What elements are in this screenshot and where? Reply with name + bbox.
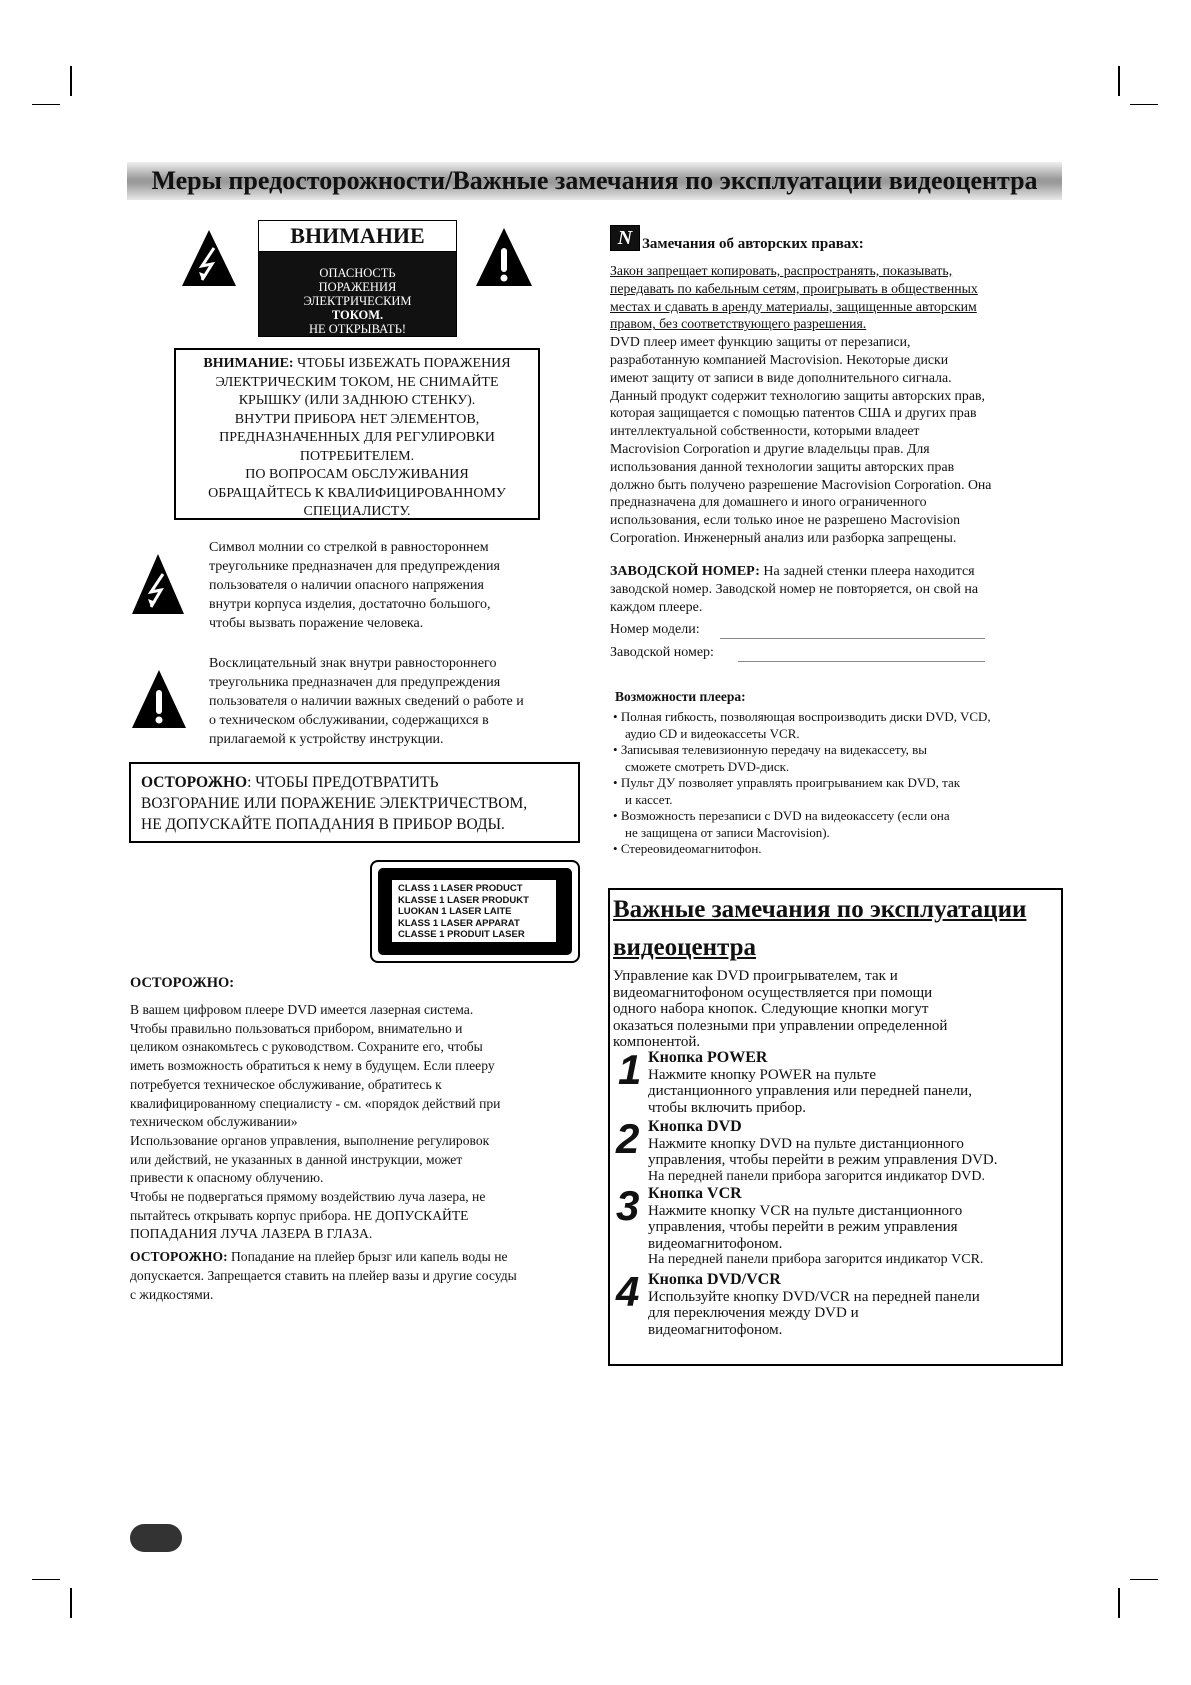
page-number-badge	[130, 1524, 182, 1552]
exclamation-description	[209, 654, 589, 749]
page-title: Меры предосторожности/Важные замечания по эксплуатации видеоцентра	[127, 162, 1062, 200]
title-line: Важные замечания по эксплуатации	[613, 896, 1027, 923]
text-line: На задней стенки плеера находится	[759, 564, 975, 579]
model-number-field[interactable]	[610, 622, 700, 638]
laser-line: KLASS 1 LASER APPARAT	[398, 917, 520, 929]
copyright-text	[610, 262, 1080, 547]
text-line: сможете смотреть DVD-диск.	[625, 758, 790, 774]
laser-line: CLASSE 1 PRODUIT LASER	[398, 929, 525, 940]
text-line: и кассет.	[625, 791, 673, 807]
text-line: правом, без соответствующего разрешения.	[610, 316, 867, 332]
text-line: пользователя о наличии опасного напряжения	[209, 578, 484, 593]
text-line: каждом плеере.	[610, 600, 703, 615]
text-line: Стереовидеомагнитофон.	[620, 841, 762, 856]
text-line: потребуется техническое обслуживание, обратитесь к	[130, 1076, 442, 1092]
text-line: В вашем цифровом плеере DVD имеется лазерная система.	[130, 1002, 474, 1017]
text-line: ПОПАДАНИЯ ЛУЧА ЛАЗЕРА В ГЛАЗА.	[130, 1226, 373, 1242]
caution-line: ЭЛЕКТРИЧЕСКИМ ТОКОМ, НЕ СНИМАЙТЕ	[215, 374, 499, 390]
lightning-symbol-icon	[130, 552, 186, 616]
text-line: целиком ознакомьтесь с руководством. Сохраните его, чтобы	[130, 1039, 483, 1055]
title-line: видеоцентра	[613, 934, 757, 961]
step-vcr	[648, 1186, 1058, 1269]
list-item: • Возможность перезаписи с DVD на видеокассету (если она не защищена от записи Macrovision).	[613, 808, 1083, 841]
copyright-note-icon: N	[610, 225, 640, 251]
text-line: Записывая телевизионную передачу на видекассету, вы	[620, 742, 927, 757]
step-power	[648, 1050, 1058, 1116]
text-line: Полная гибкость, позволяющая воспроизводить диски DVD, VCD,	[620, 709, 991, 724]
text-line: НЕ ДОПУСКАЙТЕ ПОПАДАНИЯ В ПРИБОР ВОДЫ.	[141, 816, 505, 833]
lightning-description	[209, 538, 589, 633]
model-number-label: Номер модели:	[610, 622, 700, 637]
step-title: Кнопка VCR	[648, 1185, 742, 1202]
step-dvd	[648, 1119, 1066, 1185]
crop-mark	[70, 1588, 72, 1618]
text-line: имеют защиту от записи в виде дополнительного сигнала.	[610, 369, 952, 385]
features-heading: Возможности плеера:	[615, 689, 746, 704]
laser-caution-heading: ОСТОРОЖНО:	[130, 975, 235, 991]
caution-line: КРЫШКУ (ИЛИ ЗАДНЮЮ СТЕНКУ).	[238, 393, 476, 408]
warning-line: ТОКОМ.	[331, 308, 384, 322]
text-line: передавать по кабельным сетям, проигрывать в общественных	[610, 280, 978, 296]
crop-mark	[32, 104, 60, 105]
text-line: Управление как DVD проигрывателем, так и	[613, 968, 898, 984]
text-line: Пульт ДУ позволяет управлять проигрыванием как DVD, так	[620, 775, 961, 790]
warning-line: ЭЛЕКТРИЧЕСКИМ	[303, 294, 412, 308]
text-line: прилагаемой к устройству инструкции.	[209, 732, 444, 747]
text-line: Corporation. Инженерный анализ или разборка запрещены.	[610, 529, 957, 545]
list-item: • Записывая телевизионную передачу на видекассету, вы сможете смотреть DVD-диск.	[613, 742, 1083, 775]
text-line: для переключения между DVD и	[648, 1305, 859, 1321]
caution-line: ПРЕДНАЗНАЧЕННЫХ ДЛЯ РЕГУЛИРОВКИ	[219, 430, 495, 445]
text-line: внутри корпуса изделия, достаточно большого,	[209, 597, 491, 612]
text-line: предназначена для домашнего и иного ограниченного	[610, 494, 927, 510]
text-line: видеомагнитофоном осуществляется при помощи	[613, 984, 933, 1001]
text-line: с жидкостями.	[130, 1286, 214, 1302]
step-number: 2	[616, 1115, 640, 1162]
important-notes-box	[608, 888, 1063, 1366]
water-caution-label: ОСТОРОЖНО:	[130, 1249, 228, 1265]
text-line: местах и сдавать в аренду материалы, защищенные авторским	[610, 298, 977, 314]
text-line: не защищена от записи Macrovision).	[625, 824, 830, 840]
warning-label-body	[259, 252, 456, 336]
list-item: • Стереовидеомагнитофон.	[613, 841, 762, 856]
laser-line: LUOKAN 1 LASER LAITE	[398, 906, 512, 917]
caution-box	[174, 348, 540, 520]
text-line: использования, если только иное не разрешено Macrovision	[610, 512, 960, 528]
laser-class-label	[392, 880, 556, 942]
caution-label: ВНИМАНИЕ:	[203, 356, 294, 371]
text-line: На передней панели прибора загорится индикатор DVD.	[648, 1168, 985, 1184]
caution-line: ВНУТРИ ПРИБОРА НЕТ ЭЛЕМЕНТОВ,	[234, 411, 480, 427]
crop-mark	[32, 1579, 60, 1580]
lightning-warning-icon	[180, 228, 238, 288]
crop-mark	[1118, 66, 1120, 96]
text-line: DVD плеер имеет функцию защиты от перезаписи,	[610, 334, 911, 350]
text-line: разработанную компанией Macrovision. Некоторые диски	[610, 351, 949, 367]
text-line: видеомагнитофоном.	[648, 1321, 783, 1338]
text-line: чтобы вызвать поражение человека.	[209, 616, 424, 631]
text-line: должно быть получено разрешение Macrovision Corporation. Она	[610, 476, 992, 492]
text-line: о техническом обслуживании, содержащихся в	[209, 713, 489, 728]
warning-line: ПОРАЖЕНИЯ	[318, 280, 397, 294]
crop-mark	[1130, 1579, 1158, 1580]
caution-line: ПО ВОПРОСАМ ОБСЛУЖИВАНИЯ	[245, 467, 469, 482]
text-line: пытайтесь открывать корпус прибора. НЕ ДОПУСКАЙТЕ	[130, 1207, 469, 1223]
important-intro	[613, 968, 1058, 1051]
warning-label-title: ВНИМАНИЕ	[259, 221, 456, 252]
caution-line: ОБРАЩАЙТЕСЬ К КВАЛИФИЦИРОВАННОМУ	[208, 485, 506, 501]
warning-label	[258, 220, 457, 337]
text-line: техническом обслуживании»	[130, 1114, 298, 1130]
model-number-line	[720, 638, 985, 639]
step-number: 1	[618, 1046, 642, 1093]
laser-caution-text	[130, 1001, 600, 1304]
text-line: или действий, не указанных в данной инструкции, может	[130, 1151, 463, 1167]
text-line: На передней панели прибора загорится индикатор VCR.	[648, 1252, 984, 1267]
text-line: интеллектуальной собственности, которыми владеет	[610, 423, 920, 439]
copyright-heading: Замечания об авторских правах:	[642, 236, 864, 252]
text-line: чтобы включить прибор.	[648, 1099, 807, 1116]
warning-line: НЕ ОТКРЫВАТЬ!	[308, 322, 407, 336]
text-line: Попадание на плейер брызг или капель воды не	[227, 1249, 508, 1265]
text-line: Восклицательный знак внутри равностороннего	[209, 656, 497, 671]
text-line: Macrovision Corporation и другие владельцы прав. Для	[610, 440, 930, 456]
text-line: использования данной технологии защиты авторских прав	[610, 458, 955, 474]
warning-line: ОПАСНОСТЬ	[319, 266, 396, 280]
text-line: компонентой.	[613, 1034, 701, 1050]
serial-number-label: Заводской номер:	[610, 645, 714, 660]
text-line: Использование органов управления, выполнение регулировок	[130, 1132, 490, 1148]
text-line: Символ молнии со стрелкой в равностороннем	[209, 540, 489, 555]
text-line: оказаться полезными при управлении определенной	[613, 1017, 948, 1034]
text-line: Чтобы не подвергаться прямому воздействию луча лазера, не	[130, 1189, 486, 1205]
serial-number-line	[738, 661, 985, 662]
exclamation-symbol-icon	[130, 668, 188, 730]
caution-line: СПЕЦИАЛИСТУ.	[303, 504, 411, 519]
text-line: Используйте кнопку DVD/VCR на передней панели	[648, 1288, 980, 1305]
text-line: дистанционного управления или передней панели,	[648, 1083, 972, 1099]
step-number: 4	[616, 1268, 640, 1315]
list-item: • Полная гибкость, позволяющая воспроизводить диски DVD, VCD, аудио CD и видеокассеты VCR.	[613, 709, 1083, 742]
text-line: аудио CD и видеокассеты VCR.	[625, 725, 800, 741]
serial-number-section	[610, 563, 1080, 617]
important-notes-title	[613, 891, 1026, 967]
text-line: заводской номер. Заводской номер не повторяется, он свой на	[610, 582, 979, 597]
text-line: треугольника предназначен для предупреждения	[209, 675, 501, 690]
text-line: которая защищается с помощью патентов США и других прав	[610, 405, 977, 421]
text-line: управления, чтобы перейти в режим управления	[648, 1219, 958, 1235]
text-line: Нажмите кнопку POWER на пульте	[648, 1066, 877, 1083]
text-line: треугольнике предназначен для предупреждения	[209, 559, 500, 574]
text-line: пользователя о наличии важных сведений о работе и	[209, 694, 524, 709]
text-line: одного набора кнопок. Следующие кнопки могут	[613, 1001, 929, 1017]
features-list	[613, 709, 1083, 858]
laser-line: CLASS 1 LASER PRODUCT	[398, 883, 523, 894]
step-title: Кнопка DVD	[648, 1118, 742, 1135]
text-line: ВОЗГОРАНИЕ ИЛИ ПОРАЖЕНИЕ ЭЛЕКТРИЧЕСТВОМ,	[141, 795, 528, 812]
text-line: допускается. Запрещается ставить на плейер вазы и другие сосуды	[130, 1267, 517, 1283]
text-line: управления, чтобы перейти в режим управления DVD.	[648, 1152, 998, 1168]
text-line: Нажмите кнопку VCR на пульте дистанционного	[648, 1202, 963, 1219]
caution-line: ПОТРЕБИТЕЛЕМ.	[299, 448, 415, 464]
list-item: • Пульт ДУ позволяет управлять проигрыванием как DVD, так и кассет.	[613, 775, 1083, 808]
fire-caution-label: ОСТОРОЖНО	[141, 774, 248, 791]
text-line: Нажмите кнопку DVD на пульте дистанционного	[648, 1135, 964, 1152]
text-line: Чтобы правильно пользоваться прибором, внимательно и	[130, 1020, 463, 1036]
crop-mark	[1130, 104, 1158, 105]
text-line: привести к опасному облучению.	[130, 1170, 324, 1186]
text-line: Данный продукт содержит технологию защиты авторских прав,	[610, 387, 985, 403]
exclamation-warning-icon	[474, 226, 534, 288]
laser-line: KLASSE 1 LASER PRODUKT	[398, 894, 529, 906]
serial-number-field[interactable]	[610, 645, 714, 661]
crop-mark	[1118, 1588, 1120, 1618]
text-line: Возможность перезаписи с DVD на видеокассету (если она	[620, 808, 950, 823]
text-line: иметь возможность обратиться к нему в будущем. Если плееру	[130, 1058, 495, 1074]
fire-caution-box	[129, 762, 580, 843]
step-title: Кнопка POWER	[648, 1049, 768, 1066]
step-dvd-vcr	[648, 1272, 1058, 1338]
caution-line: ЧТОБЫ ИЗБЕЖАТЬ ПОРАЖЕНИЯ	[293, 356, 511, 371]
crop-mark	[70, 66, 72, 96]
text-line: видеомагнитофоном.	[648, 1235, 783, 1252]
text-line: квалифицированному специалисту - см. «порядок действий при	[130, 1095, 501, 1111]
step-number: 3	[616, 1182, 640, 1229]
serial-label: ЗАВОДСКОЙ НОМЕР:	[610, 564, 760, 579]
text-line: : ЧТОБЫ ПРЕДОТВРАТИТЬ	[247, 774, 439, 791]
text-line: Закон запрещает копировать, распространять, показывать,	[610, 263, 953, 278]
step-title: Кнопка DVD/VCR	[648, 1271, 781, 1288]
